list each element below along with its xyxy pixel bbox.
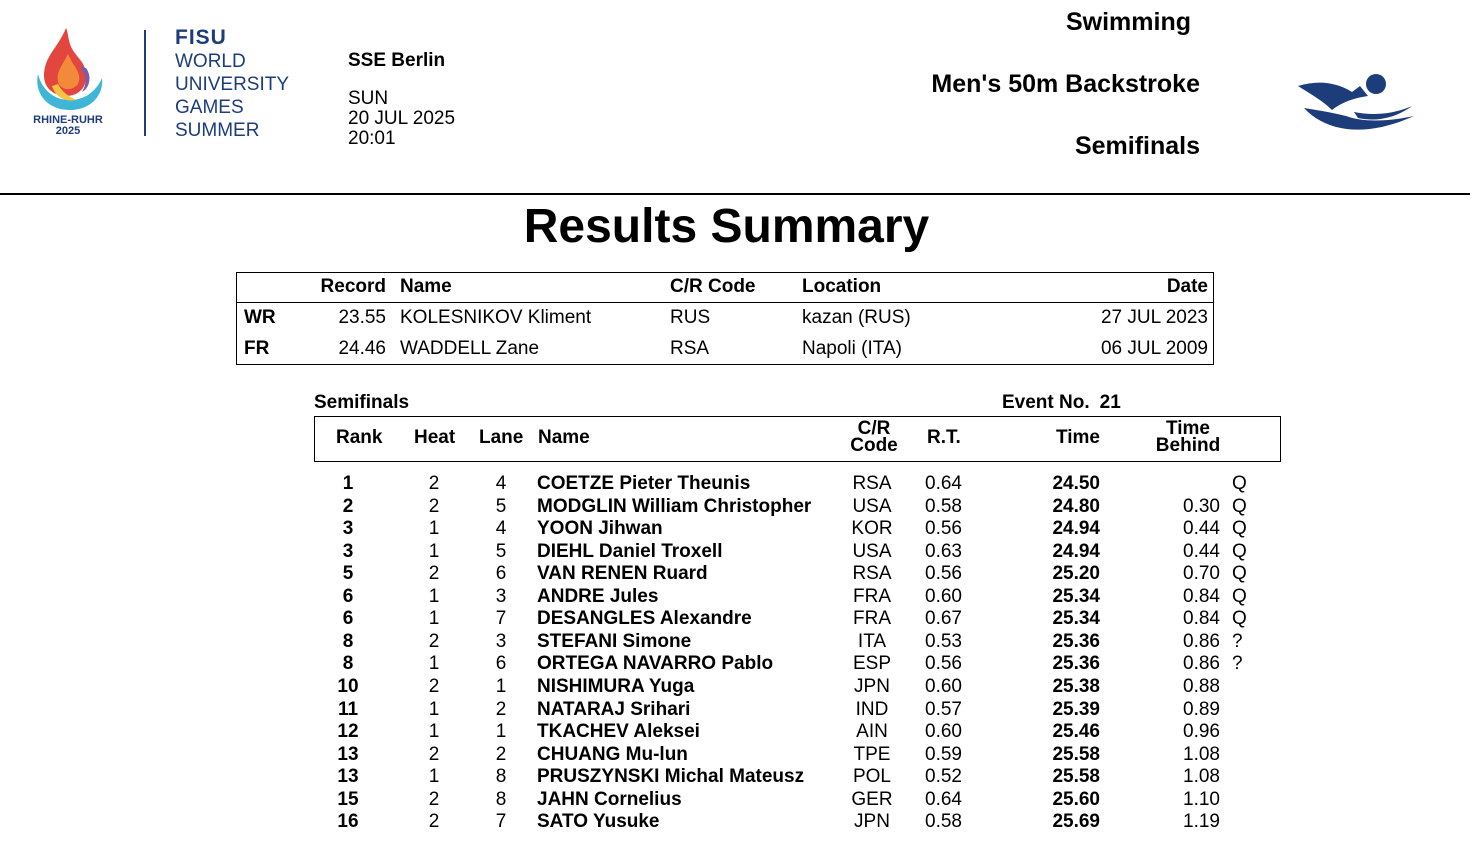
result-heat: 2 (428, 811, 440, 833)
record-type: WR (244, 307, 276, 328)
result-code: POL (852, 766, 892, 788)
result-heat: 1 (428, 518, 440, 540)
result-reaction-time: 0.64 (925, 788, 962, 810)
fisu-line: SUMMER (175, 120, 260, 141)
result-code: FRA (853, 585, 891, 607)
result-qualifier: Q (1232, 473, 1247, 494)
result-rank: 16 (337, 811, 359, 833)
result-time: 24.50 (1052, 473, 1100, 494)
records-col-record: Record (320, 276, 386, 297)
result-time: 25.58 (1052, 743, 1100, 765)
result-time-behind: 1.08 (1183, 743, 1220, 765)
result-lane: 1 (495, 721, 507, 743)
result-lane: 8 (495, 766, 507, 788)
result-qualifier: ? (1232, 630, 1243, 652)
result-row (0, 631, 1477, 653)
result-rank: 13 (337, 766, 359, 788)
result-time-behind: 0.88 (1183, 675, 1220, 697)
result-lane: 7 (495, 811, 507, 833)
result-lane: 1 (495, 675, 507, 697)
result-reaction-time: 0.59 (925, 743, 962, 765)
result-name: COETZE Pieter Theunis (537, 473, 751, 494)
result-lane: 5 (495, 495, 507, 517)
result-time: 25.39 (1052, 698, 1100, 720)
result-time: 25.34 (1052, 608, 1100, 630)
result-time: 25.46 (1052, 721, 1100, 743)
result-name: DESANGLES Alexandre (537, 608, 752, 630)
col-code-bottom: Code (850, 435, 898, 456)
record-holder: KOLESNIKOV Kliment (400, 307, 592, 328)
result-time-behind: 0.44 (1183, 518, 1220, 540)
result-time: 25.69 (1052, 811, 1100, 833)
result-time-behind: 0.89 (1183, 698, 1220, 720)
event-number-value: 21 (1099, 392, 1121, 413)
result-row (0, 608, 1477, 630)
result-lane: 7 (495, 608, 507, 630)
result-rank: 8 (342, 653, 354, 675)
event-number-label: Event No. (1002, 392, 1090, 413)
fisu-line: UNIVERSITY (175, 74, 290, 95)
fisu-line: WORLD (175, 51, 246, 72)
record-code: RSA (670, 338, 710, 359)
sport-title: Swimming (1065, 8, 1191, 36)
result-lane: 6 (495, 653, 507, 675)
records-col-date: Date (1166, 276, 1208, 297)
records-col-location: Location (802, 276, 882, 297)
col-heat: Heat (414, 427, 456, 448)
result-name: CHUANG Mu-lun (537, 743, 688, 765)
result-qualifier: Q (1232, 495, 1247, 517)
result-code: JPN (854, 675, 890, 697)
result-rank: 12 (337, 721, 359, 743)
result-heat: 1 (428, 585, 440, 607)
result-time: 25.60 (1052, 788, 1100, 810)
result-time: 25.38 (1052, 675, 1100, 697)
result-lane: 8 (495, 788, 507, 810)
col-behind-bottom: Behind (1155, 435, 1221, 456)
result-reaction-time: 0.52 (925, 766, 962, 788)
result-lane: 6 (495, 563, 507, 585)
result-heat: 2 (428, 495, 440, 517)
result-name: ANDRE Jules (537, 585, 659, 607)
result-code: RSA (852, 563, 892, 585)
result-row (0, 811, 1477, 833)
result-rank: 3 (342, 540, 354, 562)
result-time-behind: 1.10 (1183, 788, 1220, 810)
result-code: USA (852, 540, 892, 562)
result-reaction-time: 0.56 (925, 518, 962, 540)
result-time: 25.36 (1052, 630, 1100, 652)
result-name: YOON Jihwan (537, 518, 663, 540)
result-heat: 1 (428, 721, 440, 743)
result-lane: 2 (495, 698, 507, 720)
result-row (0, 721, 1477, 743)
result-time: 24.94 (1052, 518, 1100, 540)
result-code: GER (851, 788, 893, 810)
result-row (0, 541, 1477, 563)
brand-tag-name: RHINE-RUHR (33, 114, 103, 126)
result-rank: 3 (342, 518, 354, 540)
result-code: TPE (853, 743, 891, 765)
records-col-name: Name (400, 276, 452, 297)
result-heat: 1 (428, 698, 440, 720)
event-day: SUN (348, 88, 389, 109)
fisu-line: GAMES (175, 97, 244, 118)
result-time-behind: 1.19 (1183, 811, 1220, 833)
result-code: FRA (853, 608, 891, 630)
report-title: Results Summary (523, 200, 930, 253)
result-row (0, 586, 1477, 608)
result-heat: 2 (428, 563, 440, 585)
result-heat: 2 (428, 743, 440, 765)
result-time: 24.80 (1052, 495, 1100, 517)
result-heat: 2 (428, 473, 440, 494)
result-rank: 11 (337, 698, 359, 720)
record-time: 24.46 (338, 338, 386, 359)
result-reaction-time: 0.58 (925, 811, 962, 833)
result-lane: 4 (495, 518, 507, 540)
result-reaction-time: 0.57 (925, 698, 962, 720)
result-qualifier: Q (1232, 563, 1247, 585)
result-reaction-time: 0.60 (925, 585, 962, 607)
result-name: PRUSZYNSKI Michal Mateusz (537, 766, 805, 788)
result-name: SATO Yusuke (537, 811, 660, 833)
result-time: 25.34 (1052, 585, 1100, 607)
result-reaction-time: 0.60 (925, 721, 962, 743)
result-heat: 1 (428, 540, 440, 562)
result-rank: 15 (337, 788, 359, 810)
result-code: AIN (856, 721, 888, 743)
result-name: NATARAJ Srihari (537, 698, 691, 720)
result-lane: 5 (495, 540, 507, 562)
col-behind-top: Time (1165, 418, 1210, 439)
record-date: 27 JUL 2023 (1100, 307, 1208, 328)
result-name: TKACHEV Aleksei (537, 721, 700, 743)
result-rank: 5 (342, 563, 354, 585)
result-time: 25.58 (1052, 766, 1100, 788)
record-location: kazan (RUS) (802, 307, 911, 328)
result-reaction-time: 0.58 (925, 495, 962, 517)
result-rank: 8 (342, 630, 354, 652)
record-time: 23.55 (338, 307, 386, 328)
result-rank: 6 (342, 585, 354, 607)
result-reaction-time: 0.53 (925, 630, 962, 652)
result-time-behind: 0.86 (1183, 653, 1220, 675)
result-heat: 2 (428, 630, 440, 652)
result-reaction-time: 0.67 (925, 608, 962, 630)
result-reaction-time: 0.60 (925, 675, 962, 697)
result-lane: 3 (495, 630, 507, 652)
phase-title: Semifinals (1074, 132, 1200, 160)
result-lane: 3 (495, 585, 507, 607)
record-location: Napoli (ITA) (802, 338, 902, 359)
result-qualifier: Q (1232, 518, 1247, 540)
result-lane: 4 (495, 473, 507, 494)
result-heat: 2 (428, 675, 440, 697)
record-code: RUS (670, 307, 711, 328)
result-reaction-time: 0.63 (925, 540, 962, 562)
results-section-label: Semifinals (314, 392, 410, 413)
result-rank: 6 (342, 608, 354, 630)
col-code-top: C/R (857, 418, 891, 439)
result-reaction-time: 0.64 (925, 473, 962, 494)
result-row (0, 789, 1477, 811)
result-time: 24.94 (1052, 540, 1100, 562)
result-time-behind: 1.08 (1183, 766, 1220, 788)
result-time-behind: 0.86 (1183, 630, 1220, 652)
result-time-behind: 0.44 (1183, 540, 1220, 562)
result-code: USA (852, 495, 892, 517)
result-time-behind: 0.84 (1183, 585, 1220, 607)
result-qualifier: Q (1232, 608, 1247, 630)
result-heat: 2 (428, 788, 440, 810)
result-name: MODGLIN William Christopher (537, 495, 812, 517)
col-time: Time (1056, 427, 1101, 448)
result-time: 25.20 (1052, 563, 1100, 585)
result-time-behind: 0.84 (1183, 608, 1220, 630)
result-time-behind: 0.30 (1183, 495, 1220, 517)
result-code: IND (855, 698, 889, 720)
records-col-code: C/R Code (670, 276, 756, 297)
col-rt: R.T. (927, 427, 961, 448)
result-row (0, 653, 1477, 675)
result-rank: 1 (342, 473, 354, 494)
result-row (0, 699, 1477, 721)
fisu-word: FISU (175, 26, 227, 49)
result-code: RSA (852, 473, 892, 494)
result-code: ESP (852, 653, 892, 675)
result-name: JAHN Cornelius (537, 788, 682, 810)
result-row (0, 766, 1477, 788)
result-time-behind: 0.96 (1183, 721, 1220, 743)
result-name: VAN RENEN Ruard (537, 563, 708, 585)
result-name: STEFANI Simone (537, 630, 692, 652)
brand-tag-year: 2025 (55, 125, 81, 137)
result-rank: 2 (342, 495, 354, 517)
result-rank: 10 (337, 675, 359, 697)
result-row (0, 744, 1477, 766)
result-name: DIEHL Daniel Troxell (537, 540, 723, 562)
result-row (0, 496, 1477, 518)
result-heat: 1 (428, 653, 440, 675)
result-row (0, 563, 1477, 585)
venue-name: SSE Berlin (348, 50, 446, 71)
result-code: KOR (851, 518, 893, 540)
result-name: ORTEGA NAVARRO Pablo (537, 653, 774, 675)
result-qualifier: Q (1232, 585, 1247, 607)
result-name: NISHIMURA Yuga (537, 675, 695, 697)
event-time: 20:01 (348, 128, 396, 149)
result-time-behind: 0.70 (1183, 563, 1220, 585)
result-code: JPN (854, 811, 890, 833)
col-name: Name (538, 427, 590, 448)
record-date: 06 JUL 2009 (1100, 338, 1208, 359)
result-heat: 1 (428, 766, 440, 788)
record-holder: WADDELL Zane (400, 338, 540, 359)
result-reaction-time: 0.56 (925, 563, 962, 585)
event-title: Men's 50m Backstroke (931, 70, 1200, 98)
event-date: 20 JUL 2025 (348, 108, 456, 129)
result-time: 25.36 (1052, 653, 1100, 675)
result-qualifier: Q (1232, 540, 1247, 562)
col-rank: Rank (336, 427, 383, 448)
result-code: ITA (857, 630, 887, 652)
result-rank: 13 (337, 743, 359, 765)
result-reaction-time: 0.56 (925, 653, 962, 675)
col-lane: Lane (479, 427, 524, 448)
result-qualifier: ? (1232, 653, 1243, 675)
result-row (0, 473, 1477, 495)
result-heat: 1 (428, 608, 440, 630)
record-type: FR (244, 338, 270, 359)
result-lane: 2 (495, 743, 507, 765)
result-row (0, 676, 1477, 698)
result-row (0, 518, 1477, 540)
